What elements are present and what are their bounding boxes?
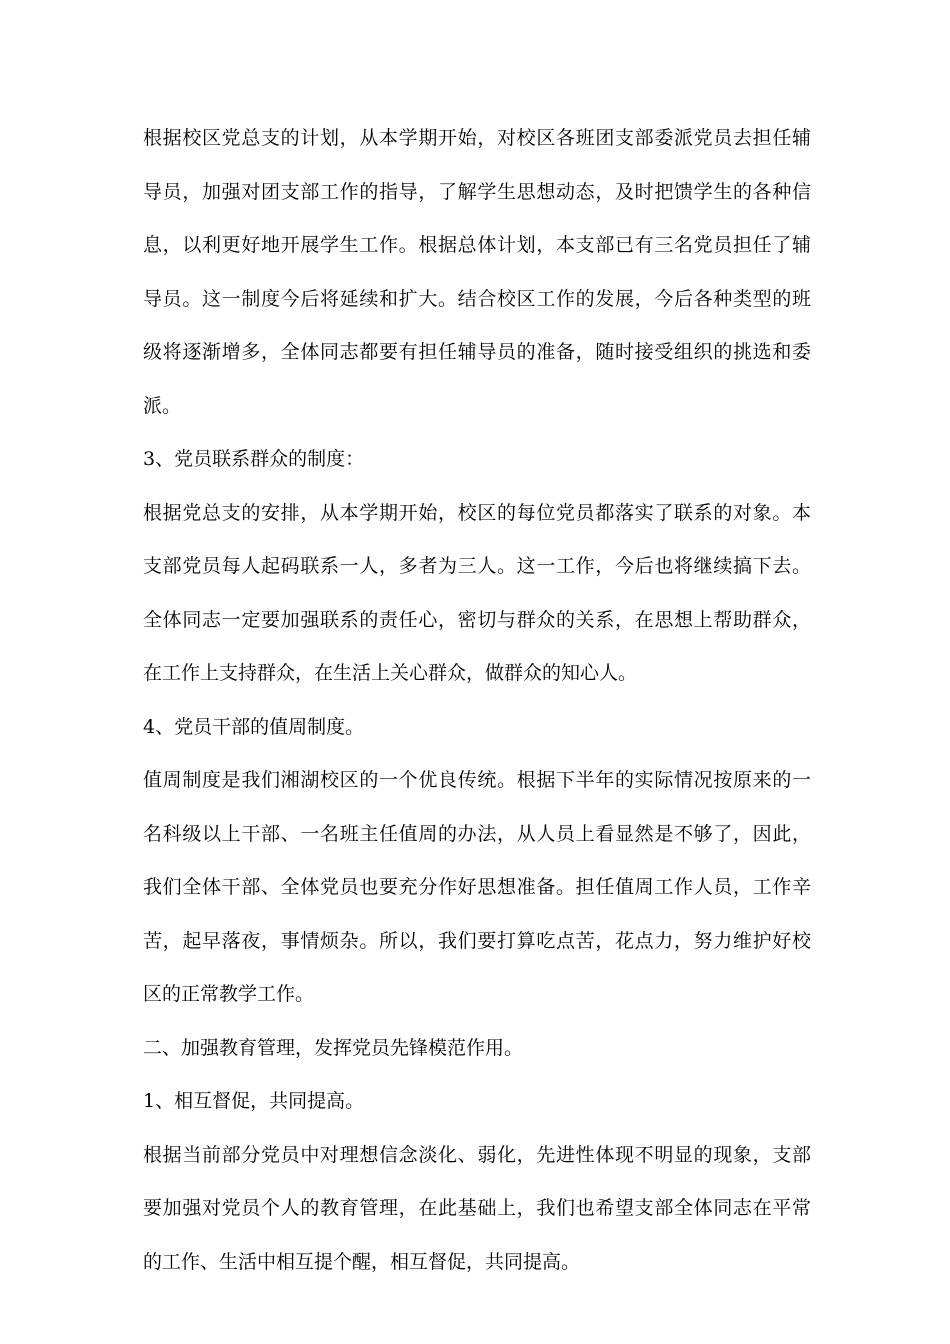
paragraph-line: 级将逐渐增多，全体同志都要有担任辅导员的准备，随时接受组织的挑选和委: [143, 341, 811, 363]
document-body: [143, 112, 811, 1289]
paragraph-line: 苦，起早落夜，事情烦杂。所以，我们要打算吃点苦，花点力，努力维护好校: [143, 929, 811, 952]
section-heading: 4、党员干部的值周制度。: [143, 715, 365, 738]
section-heading: 3、党员联系群众的制度：: [143, 448, 365, 470]
paragraph-line: 根据当前部分党员中对理想信念淡化、弱化，先进性体现不明显的现象，支部: [143, 1143, 811, 1166]
paragraph-line: 导员。这一制度今后将延续和扩大。结合校区工作的发展，今后各种类型的班: [143, 287, 811, 310]
paragraph-line: 名科级以上干部、一名班主任值周的办法，从人员上看显然是不够了，因此，: [143, 822, 811, 845]
paragraph-line: 派。: [143, 394, 182, 417]
paragraph-line: 在工作上支持群众，在生活上关心群众，做群众的知心人。: [143, 662, 638, 684]
paragraph-line: 支部党员每人起码联系一人，多者为三人。这一工作，今后也将继续搞下去。: [143, 555, 811, 577]
paragraph-line: 我们全体干部、全体党员也要充分作好思想准备。担任值周工作人员，工作辛: [143, 876, 811, 898]
paragraph-line: 息，以利更好地开展学生工作。根据总体计划，本支部已有三名党员担任了辅: [143, 234, 811, 256]
section-heading: 二、加强教育管理，发挥党员先锋模范作用。: [143, 1036, 524, 1059]
subsection-heading: 1、相互督促，共同提高。: [143, 1090, 365, 1112]
paragraph-line: 要加强对党员个人的教育管理，在此基础上，我们也希望支部全体同志在平常: [143, 1197, 811, 1219]
paragraph-line: 的工作、生活中相互提个醒，相互督促，共同提高。: [143, 1250, 581, 1273]
paragraph-line: 导员，加强对团支部工作的指导，了解学生思想动态，及时把馈学生的各种信: [143, 180, 811, 203]
paragraph-line: 根据校区党总支的计划，从本学期开始，对校区各班团支部委派党员去担任辅: [143, 127, 811, 149]
paragraph-line: 根据党总支的安排，从本学期开始，校区的每位党员都落实了联系的对象。本: [143, 501, 811, 524]
paragraph-line: 全体同志一定要加强联系的责任心，密切与群众的关系，在思想上帮助群众，: [143, 608, 811, 631]
paragraph-line: 区的正常教学工作。: [143, 983, 315, 1005]
paragraph-line: 值周制度是我们湘湖校区的一个优良传统。根据下半年的实际情况按原来的一: [143, 769, 811, 791]
